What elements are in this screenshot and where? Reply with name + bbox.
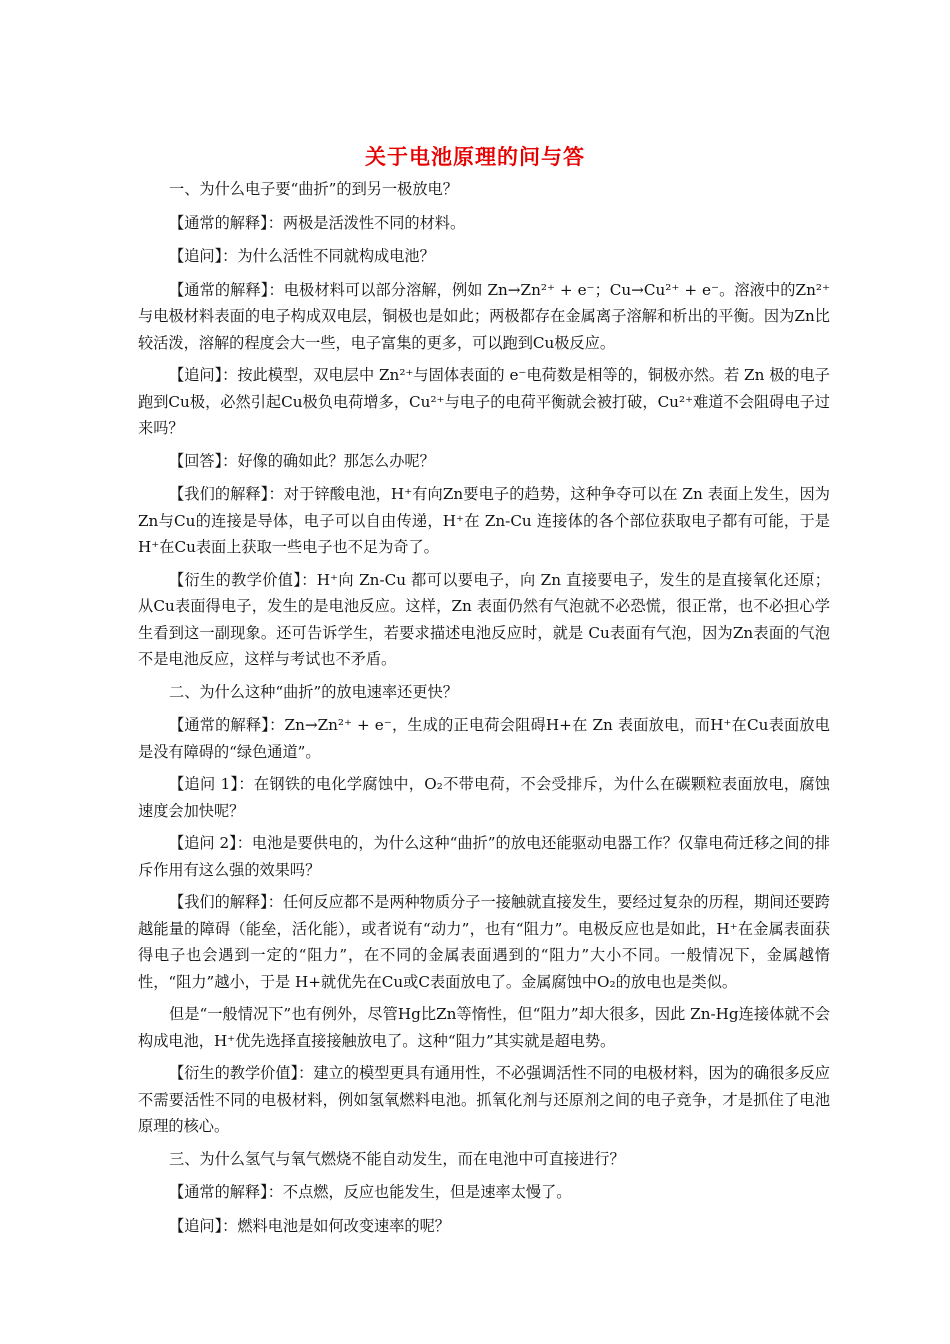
question-heading-2: 二、为什么这种“曲折”的放电速率还更快？ [169,682,458,701]
paragraph-follow-up: 【追问】：为什么活性不同就构成电池？ [169,247,435,265]
paragraph-answer: 【回答】：好像的确如此？那怎么办呢？ [169,451,435,470]
question-heading-3: 三、为什么氢气与氧气燃烧不能自动发生，而在电池中可直接进行？ [169,1149,625,1168]
paragraph-teaching-value: 【衍生的教学价值】：H⁺向 Zn-Cu 都可以要电子，向 Zn 直接要电子，发生的是直接氧化还原；从Cu表面得电子，发生的是电池反应。这样，Zn 表面仍然有气泡就不必恐慌，很正常，也不必担心学生看到这一副现象。还可告诉学生，若要求描述电池反应时，就是 Cu表面有气泡，因为Zn表面的气泡不是电池反应，这样与考试也不矛盾。 [138,570,830,668]
paragraph-usual-explanation: 【通常的解释】：不点燃，反应也能发生，但是速率太慢了。 [169,1183,572,1201]
paragraph-our-explanation: 【我们的解释】：任何反应都不是两种物质分子一接触就直接发生，要经过复杂的历程，期间还要跨越能量的障碍（能垒，活化能），或者说有“动力”，也有“阻力”。电极反应也是如此，H⁺在金属表面获得电子也会遇到一定的“阻力”，在不同的金属表面遇到的“阻力”大小不同。一般情况下，金属越惰性，“阻力”越小，于是 H+就优先在Cu或C表面放电了。金属腐蚀中O₂的放电也是类似。 [138,893,830,991]
paragraph-follow-up: 【追问】：按此模型，双电层中 Zn²⁺与固体表面的 e⁻电荷数是相等的，铜极亦然。若 Zn 极的电子跑到Cu极，必然引起Cu极负电荷增多，Cu²⁺与电子的电荷平衡就会被打破，Cu²⁺难道不会阻碍电子过来吗？ [138,366,830,437]
document-body [138,176,830,1246]
paragraph-follow-up: 【追问】：燃料电池是如何改变速率的呢？ [169,1216,450,1235]
paragraph-usual-explanation: 【通常的解释】：Zn→Zn²⁺ + e⁻，生成的正电荷会阻碍H+在 Zn 表面放电，而H⁺在Cu表面放电是没有障碍的“绿色通道”。 [138,716,830,761]
document-title: 关于电池原理的问与答 [365,145,585,169]
paragraph-follow-up-2: 【追问 2】：电池是要供电的，为什么这种“曲折”的放电还能驱动电器工作？仅靠电荷迁移之间的排斥作用有这么强的效果吗？ [138,834,830,879]
paragraph-usual-explanation: 【通常的解释】：两极是活泼性不同的材料。 [169,213,466,232]
paragraph-our-explanation: 【我们的解释】：对于锌酸电池，H⁺有向Zn要电子的趋势，这种争夺可以在 Zn 表面上发生，因为Zn与Cu的连接是导体，电子可以自由传递，H⁺在 Zn-Cu 连接体的各个部位获取电子都有可能，于是H⁺在Cu表面上获取一些电子也不足为奇了。 [138,485,830,556]
question-heading-1: 一、为什么电子要“曲折”的到另一极放电？ [169,180,458,198]
paragraph-follow-up-1: 【追问 1】：在钢铁的电化学腐蚀中，O₂不带电荷，不会受排斥，为什么在碳颗粒表面放电，腐蚀速度会加快呢？ [138,775,830,820]
paragraph-exception: 但是“一般情况下”也有例外，尽管Hg比Zn等惰性，但“阻力”却大很多，因此 Zn-Hg连接体就不会构成电池，H⁺优先选择直接接触放电了。这种“阻力”其实就是超电势。 [138,1005,830,1050]
paragraph-usual-explanation: 【通常的解释】：电极材料可以部分溶解，例如 Zn→Zn²⁺ + e⁻；Cu→Cu²⁺ + e⁻。溶液中的Zn²⁺与电极材料表面的电子构成双电层，铜极也是如此；两极都存在金属离子溶解和析出的平衡。因为Zn比较活泼，溶解的程度会大一些，电子富集的更多，可以跑到Cu极反应。 [138,280,830,352]
paragraph-teaching-value: 【衍生的教学价值】：建立的模型更具有通用性，不必强调活性不同的电极材料，因为的确很多反应不需要活性不同的电极材料，例如氢氧燃料电池。抓氧化剂与还原剂之间的电子竞争，才是抓住了电池原理的核心。 [138,1064,830,1135]
